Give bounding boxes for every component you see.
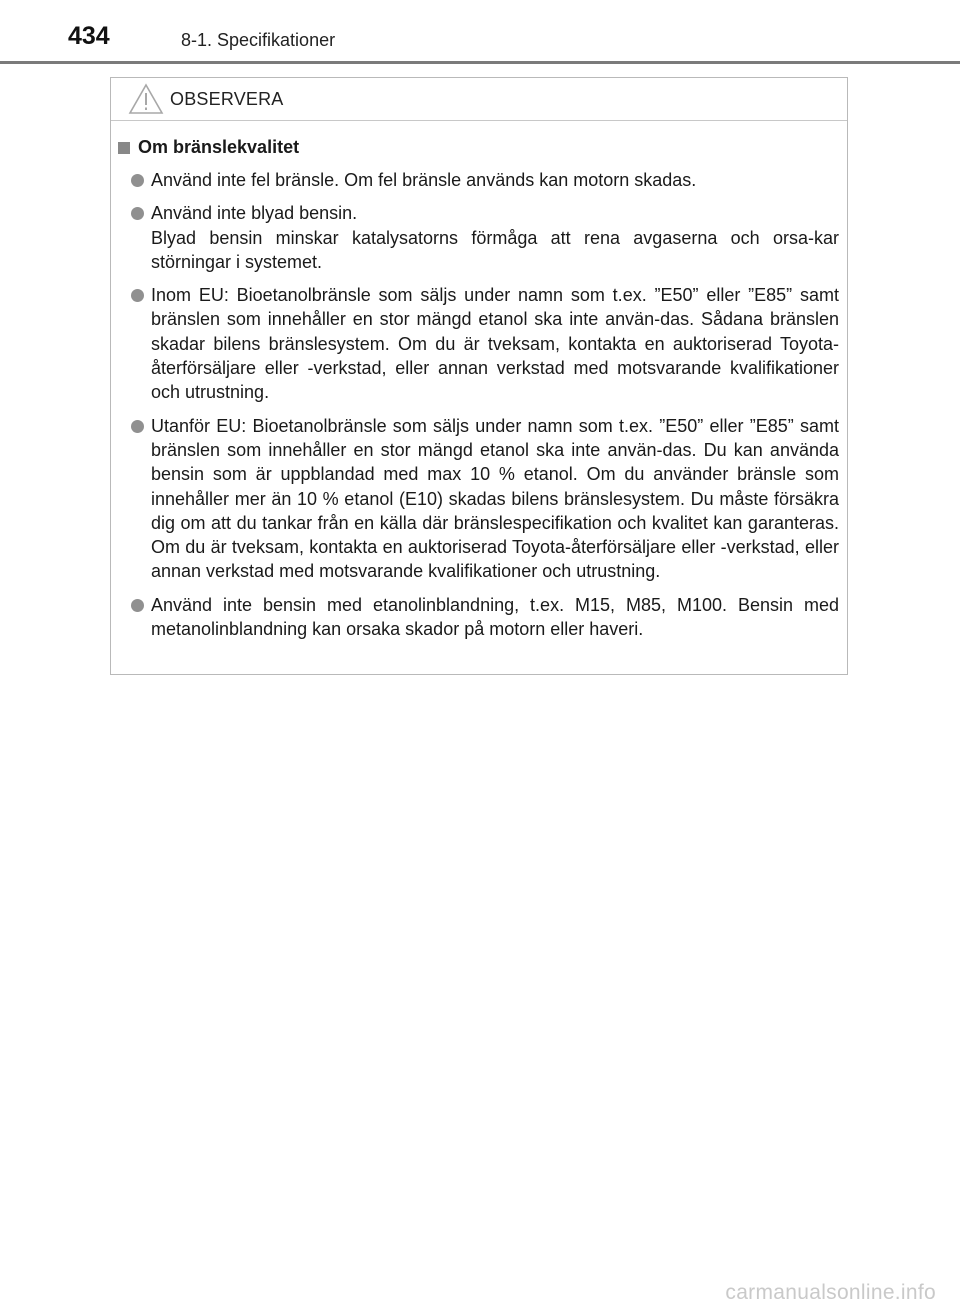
- list-item: [118, 201, 839, 274]
- caution-body: [111, 121, 847, 641]
- page-number: 434: [68, 22, 110, 50]
- list-item-line: Använd inte blyad bensin.: [151, 203, 358, 224]
- list-item: [118, 168, 839, 192]
- bullet-dot-icon: [131, 174, 144, 187]
- square-bullet-icon: [118, 142, 130, 154]
- list-item: [118, 283, 839, 404]
- section-title: 8-1. Specifikationer: [181, 30, 336, 50]
- caution-label: OBSERVERA: [170, 89, 284, 109]
- list-item-text: Inom EU: Bioetanolbränsle som säljs under namn som t.ex. ”E50” eller ”E85” samt bränslen som innehåller en stor mängd etanol ska inte använ-das. Sådana bränslen skadar bilens bränslesystem. Om du är tveksam, kontakta en auktoriserad Toyota-återförsäljare eller -verkstad, eller annan verkstad med motsvarande kvalifikationer och utrustning.: [151, 285, 839, 403]
- header-divider: [0, 61, 960, 64]
- list-item: [118, 414, 839, 584]
- subheading-text: Om bränslekvalitet: [138, 137, 300, 157]
- list-item-line: Blyad bensin minskar katalysatorns förmåga att rena avgaserna och orsa-kar störningar i systemet.: [151, 227, 839, 272]
- caution-header: [111, 78, 847, 121]
- bullet-dot-icon: [131, 207, 144, 220]
- bullet-dot-icon: [131, 599, 144, 612]
- subheading: [118, 137, 839, 158]
- caution-box: [110, 77, 848, 675]
- list-item-text: [151, 201, 839, 274]
- bullet-dot-icon: [131, 289, 144, 302]
- list-item: [118, 593, 839, 642]
- bullet-dot-icon: [131, 420, 144, 433]
- list-item-text: Använd inte fel bränsle. Om fel bränsle används kan motorn skadas.: [151, 170, 697, 190]
- list-item-text: Utanför EU: Bioetanolbränsle som säljs under namn som t.ex. ”E50” eller ”E85” samt bränslen som innehåller en stor mängd etanol ska inte använ-das. Du kan använda bensin som är uppblandad med max 10 % etanol. Om du använder bränsle som innehåller mer än 10 % etanol (E10) skadas bilens bränslesystem. Du måste försäkra dig om att du tankar från en källa där bränslespecifikation och kvalitet kan garanteras. Om du är tveksam, kontakta en auktoriserad Toyota-återförsäljare eller -verkstad, eller annan verkstad med motsvarande kvalifikationer och utrustning.: [151, 415, 839, 582]
- warning-triangle-icon: [128, 83, 164, 115]
- list-item-text: Använd inte bensin med etanolinblandning, t.ex. M15, M85, M100. Bensin med metanolinblandning kan orsaka skador på motorn eller haveri.: [151, 594, 839, 640]
- watermark-link[interactable]: carmanualsonline.info: [725, 1281, 936, 1304]
